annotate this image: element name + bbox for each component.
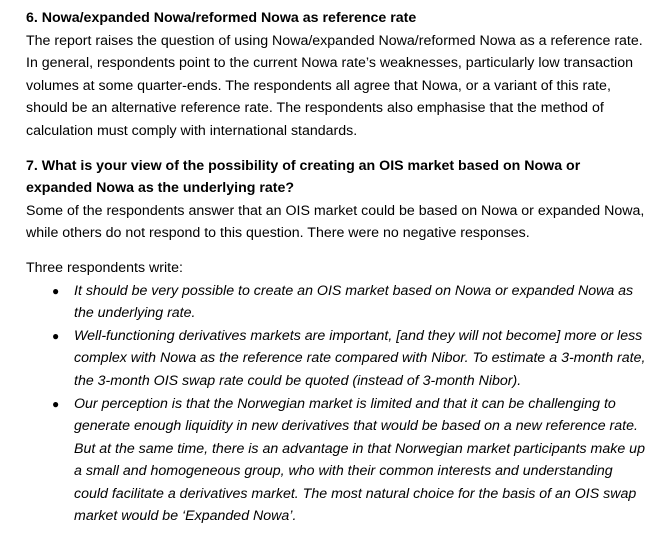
- bullet-icon: ●: [52, 396, 60, 411]
- section-7-heading: 7. What is your view of the possibility of creating an OIS market based on Nowa or expanded Nowa as the underlying rate?: [26, 157, 581, 197]
- quote-text: Our perception is that the Norwegian market is limited and that it can be challenging to generate enough liquidity in new derivatives that would be based on a new reference rate. But at the same time, there is an advantage in that Norwegian market participants make up a small and homogeneous group, who with their common interests and understanding could facilitate a derivatives market. The most natural choice for the basis of an OIS swap market would be ‘Expanded Nowa’.: [74, 395, 645, 525]
- quotes-intro: Three respondents write:: [26, 259, 183, 276]
- list-item: [26, 325, 646, 393]
- section-6-heading: 6. Nowa/expanded Nowa/reformed Nowa as reference rate: [26, 10, 417, 26]
- bullet-icon: ●: [52, 283, 60, 298]
- respondent-quotes-list: [26, 280, 646, 529]
- bullet-icon: ●: [52, 328, 60, 343]
- paragraph-gap: [26, 245, 646, 257]
- section-7-body: Some of the respondents answer that an OIS market could be based on Nowa or expanded Nowa, while others do not respond to this question. There were no negative responses.: [26, 202, 645, 242]
- list-item: [26, 280, 646, 325]
- document-page: [26, 7, 646, 528]
- list-item: [26, 393, 646, 529]
- quote-text: It should be very possible to create an OIS market based on Nowa or expanded Nowa as the underlying rate.: [74, 282, 634, 322]
- section-6-body: The report raises the question of using Nowa/expanded Nowa/reformed Nowa as a reference rate. In general, respondents point to the current Nowa rate’s weaknesses, particularly low transaction volumes at some quarter-ends. The respondents all agree that Nowa, or a variant of this rate, should be an alternative reference rate. The respondents also emphasise that the method of calculation must comply with international standards.: [26, 32, 643, 139]
- quote-text: Well-functioning derivatives markets are important, [and they will not become] more or less complex with Nowa as the reference rate compared with Nibor. To estimate a 3-month rate, the 3-month OIS swap rate could be quoted (instead of 3-month Nibor).: [74, 327, 646, 389]
- section-gap: [26, 143, 646, 155]
